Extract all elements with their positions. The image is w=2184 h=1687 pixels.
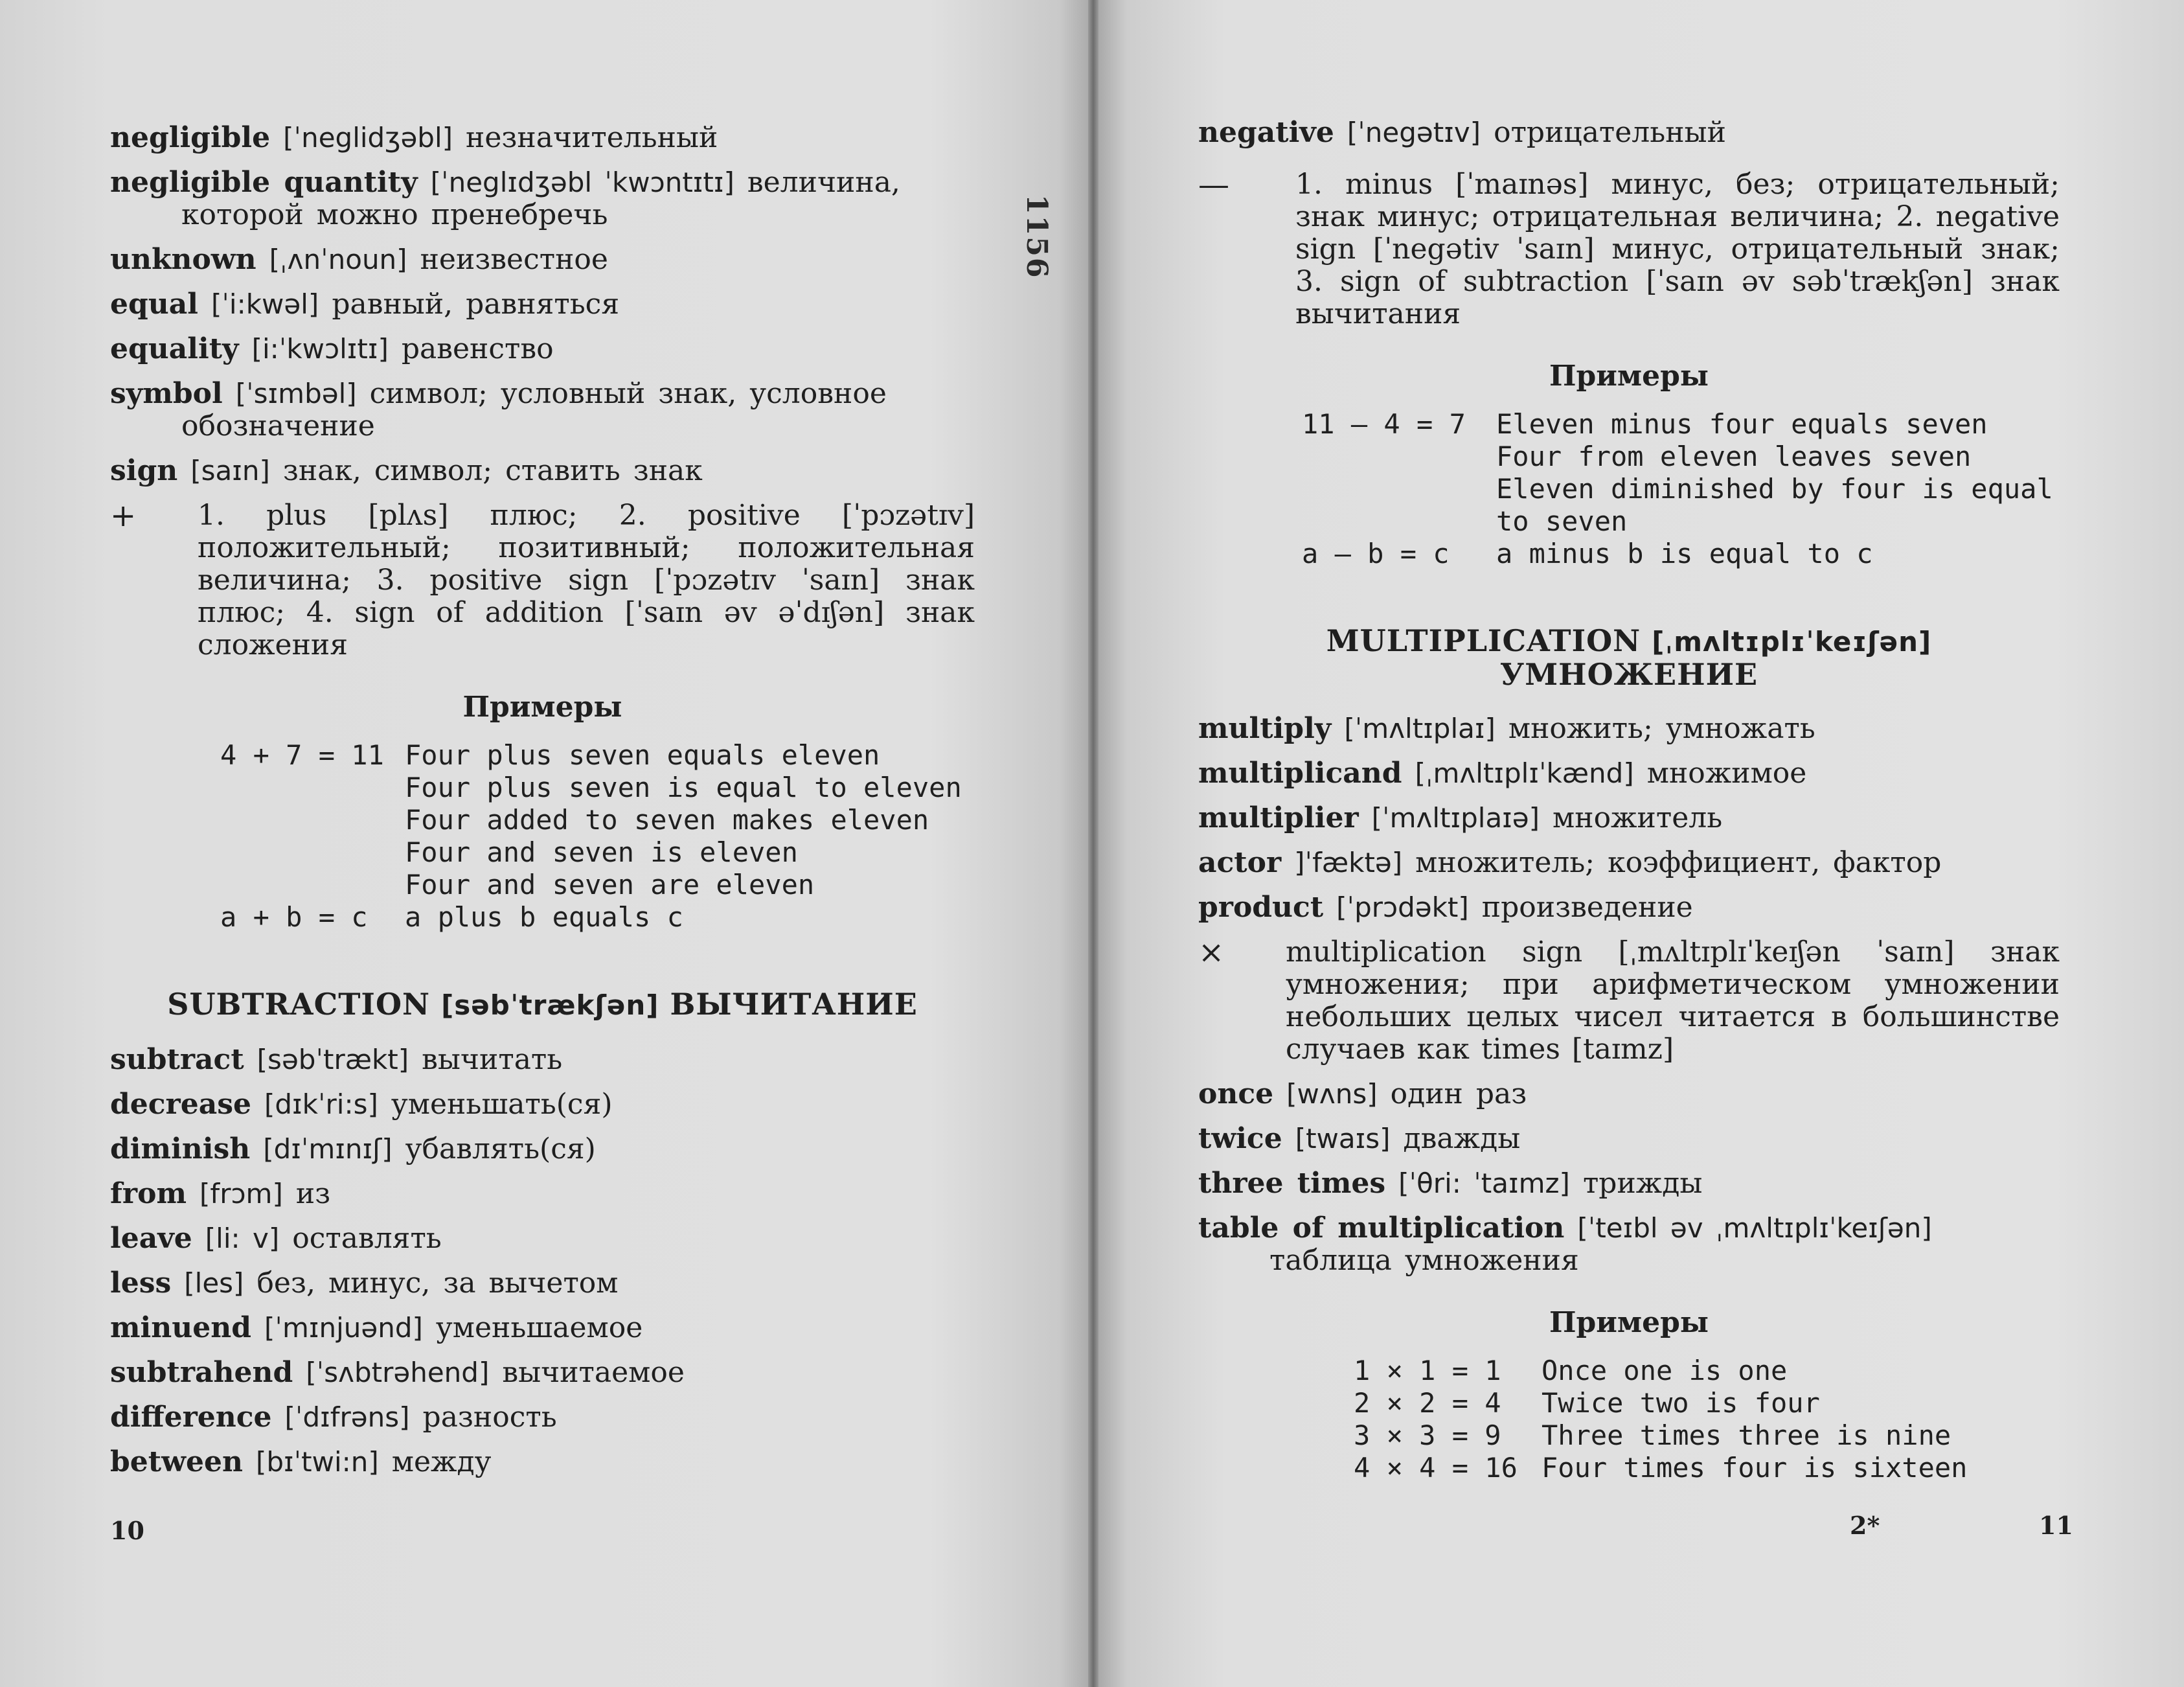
examples-title: Примеры xyxy=(462,691,622,724)
headword: negligible quantity xyxy=(110,166,418,199)
example-text: Four and seven are eleven xyxy=(405,869,815,901)
dictionary-entry xyxy=(110,455,975,487)
translation: уменьшаемое xyxy=(435,1311,643,1344)
headword: between xyxy=(110,1445,243,1478)
dictionary-entry xyxy=(1198,891,2060,924)
section-heading-ipa: [səbˈtrækʃən] xyxy=(441,989,659,1021)
example-text: Four and seven is eleven xyxy=(405,836,798,868)
transcription: [ˈnegətɪv] xyxy=(1347,117,1481,148)
dictionary-entry xyxy=(110,1133,975,1165)
headword: equality xyxy=(110,332,239,365)
example-formula: 2 × 2 = 4 xyxy=(1354,1387,1501,1419)
translation: неизвестное xyxy=(420,243,608,276)
example-formula: 4 × 4 = 16 xyxy=(1354,1452,1518,1484)
translation: трижды xyxy=(1582,1167,1703,1200)
transcription: [ˈdɪfrəns] xyxy=(284,1401,410,1433)
translation: множимое xyxy=(1646,757,1807,790)
dictionary-entry xyxy=(1198,757,2060,790)
page-number: 10 xyxy=(110,1516,144,1545)
transcription: [saɪn] xyxy=(190,455,270,487)
headword: subtract xyxy=(110,1043,244,1076)
multiplication-examples xyxy=(1354,1355,2060,1484)
signature-mark: 2* xyxy=(1850,1511,1880,1540)
translation: равный, равняться xyxy=(332,288,620,321)
dictionary-entry xyxy=(110,1357,975,1389)
headword: from xyxy=(110,1177,187,1210)
headword: symbol xyxy=(110,377,223,410)
transcription: [frɔm] xyxy=(199,1178,283,1210)
headword: difference xyxy=(110,1401,272,1434)
translation: множить; умножать xyxy=(1508,712,1815,745)
minus-definition: 1. minus [ˈmaɪnəs] минус, без; отрицательный; знак минус; отрицательная величина; 2. negative sign [ˈnegətiv ˈsaɪn] минус, отрицательный знак; 3. sign of subtraction [ˈsaɪn əv səbˈtrækʃən] знак вычитания xyxy=(1295,168,2060,330)
section-heading-ipa: [ˌmʌltɪplɪˈkeɪʃən] xyxy=(1652,626,1932,658)
translation: один раз xyxy=(1390,1077,1527,1110)
example-row xyxy=(220,836,975,869)
transcription: [ˈmɪnjuənd] xyxy=(264,1312,423,1344)
translation: без, минус, за вычетом xyxy=(256,1267,619,1300)
transcription: [ˈneglidʒəbl] xyxy=(283,122,453,154)
example-text: Three times three is nine xyxy=(1541,1419,1951,1451)
headword: diminish xyxy=(110,1132,251,1165)
dictionary-entry xyxy=(110,333,975,365)
example-row xyxy=(1302,441,2060,473)
transcription: [ˈmʌltɪplaɪə] xyxy=(1371,802,1540,834)
example-row xyxy=(1354,1419,2060,1452)
transcription: [les] xyxy=(184,1267,244,1299)
example-row xyxy=(220,804,975,836)
entry-list xyxy=(110,1044,975,1478)
transcription: ]ˈfæktə] xyxy=(1294,847,1403,878)
examples-title: Примеры xyxy=(1549,1306,1709,1339)
plus-symbol: + xyxy=(110,498,137,534)
example-formula: 3 × 3 = 9 xyxy=(1354,1419,1501,1451)
translation: убавлять(ся) xyxy=(405,1132,596,1165)
dictionary-entry xyxy=(110,1446,975,1478)
example-text: Twice two is four xyxy=(1541,1387,1820,1419)
transcription: [ˌʌnˈnoun] xyxy=(269,244,407,275)
dictionary-entry xyxy=(1198,1078,2060,1110)
translation: величина, которой можно пренебречь xyxy=(181,166,900,231)
example-text: Once one is one xyxy=(1541,1355,1788,1386)
transcription: [twaɪs] xyxy=(1295,1123,1391,1154)
headword: unknown xyxy=(110,243,256,276)
transcription: [wʌns] xyxy=(1286,1078,1378,1110)
transcription: [ˈprɔdəkt] xyxy=(1336,891,1469,923)
transcription: [ˈteɪbl əv ˌmʌltɪplɪˈkeɪʃən] xyxy=(1577,1212,1932,1244)
dictionary-entry xyxy=(1198,1212,2060,1277)
translation: произведение xyxy=(1481,891,1693,924)
subtraction-examples xyxy=(1302,408,2060,570)
transcription: [i:ˈkwɔlɪtɪ] xyxy=(251,333,389,365)
transcription: [ˈmʌltɪplaɪ] xyxy=(1344,713,1496,744)
transcription: [ˈi:kwəl] xyxy=(210,288,319,320)
dictionary-entry xyxy=(1198,802,2060,834)
dictionary-entry xyxy=(110,378,975,442)
translation: разность xyxy=(422,1401,557,1434)
transcription: [dɪkˈri:s] xyxy=(264,1088,378,1120)
translation: отрицательный xyxy=(1494,116,1726,149)
example-formula xyxy=(220,772,405,804)
section-heading-subtraction xyxy=(110,988,975,1022)
plus-definition: 1. plus [plʌs] плюс; 2. positive [ˈpɔzətɪv] положительный; позитивный; положительная величина; 3. positive sign [ˈpɔzətɪv ˈsaɪn] знак плюс; 4. sign of addition [ˈsaɪn əv əˈdɪʃən] знак сложения xyxy=(198,499,975,661)
example-formula: a — b = c xyxy=(1302,538,1450,569)
example-formula xyxy=(220,804,405,836)
dictionary-entry xyxy=(1198,847,2060,879)
example-row xyxy=(1354,1355,2060,1387)
dictionary-entry xyxy=(110,166,975,231)
translation: символ; условный знак, условное обозначение xyxy=(181,377,887,442)
headword: equal xyxy=(110,288,198,321)
times-symbol: × xyxy=(1198,934,1225,970)
example-text: a minus b is equal to c xyxy=(1496,538,1873,569)
example-text: a plus b equals c xyxy=(405,901,683,933)
headword: table of multiplication xyxy=(1198,1211,1565,1245)
headword: less xyxy=(110,1267,172,1300)
example-text: Four plus seven equals eleven xyxy=(405,739,880,771)
entry-list xyxy=(110,122,975,487)
example-formula xyxy=(220,836,405,869)
transcription: [ˌmʌltɪplɪˈkænd] xyxy=(1415,757,1634,789)
dictionary-entry xyxy=(110,1401,975,1434)
example-text: Four from eleven leaves seven xyxy=(1496,441,1972,472)
headword: minuend xyxy=(110,1311,252,1344)
example-formula: 11 — 4 = 7 xyxy=(1302,408,1466,440)
dictionary-entry xyxy=(110,244,975,276)
translation: уменьшать(ся) xyxy=(391,1088,613,1121)
plus-entry xyxy=(110,499,975,661)
translation: множитель; коэффициент, фактор xyxy=(1415,846,1942,879)
section-heading-ru: ВЫЧИТАНИЕ xyxy=(670,987,918,1022)
translation: равенство xyxy=(401,332,554,365)
section-heading-multiplication xyxy=(1198,625,2060,691)
translation: между xyxy=(391,1445,492,1478)
left-page-content xyxy=(110,122,975,1491)
dictionary-entry xyxy=(1198,1123,2060,1155)
transcription: [ˈsʌbtrəhend] xyxy=(306,1357,490,1388)
transcription: [li: v] xyxy=(205,1222,280,1254)
dictionary-entry xyxy=(110,1222,975,1255)
dictionary-entry xyxy=(1198,1167,2060,1200)
translation: множитель xyxy=(1553,801,1723,834)
example-row xyxy=(1354,1387,2060,1419)
headword: multiply xyxy=(1198,712,1332,745)
example-text: Four times four is sixteen xyxy=(1541,1452,1968,1484)
transcription: [ˈsɪmbəl] xyxy=(235,378,357,409)
headword: actor xyxy=(1198,846,1282,879)
example-text: Four added to seven makes eleven xyxy=(405,804,929,836)
example-row xyxy=(220,869,975,901)
headword: sign xyxy=(110,454,178,487)
dictionary-entry xyxy=(110,1178,975,1210)
headword: negligible xyxy=(110,121,271,154)
example-row xyxy=(1302,538,2060,570)
example-row xyxy=(1302,408,2060,441)
example-text: Eleven minus four equals seven xyxy=(1496,408,1988,440)
transcription: [dɪˈmɪnɪʃ] xyxy=(263,1133,392,1165)
page-number: 11 xyxy=(2039,1511,2073,1540)
example-text: Four plus seven is equal to eleven xyxy=(405,772,962,803)
headword: product xyxy=(1198,891,1324,924)
headword: multiplicand xyxy=(1198,757,1402,790)
dictionary-entry xyxy=(110,1044,975,1076)
translation: знак, символ; ставить знак xyxy=(282,454,703,487)
transcription: [ˈθri: ˈtaɪmz] xyxy=(1398,1167,1570,1199)
translation: таблица умножения xyxy=(1269,1244,1579,1277)
translation: незначительный xyxy=(466,121,718,154)
folio-stamp: 1156 xyxy=(1020,194,1053,279)
right-page-content xyxy=(1198,117,2060,1484)
example-formula: 1 × 1 = 1 xyxy=(1354,1355,1501,1386)
translation: оставлять xyxy=(292,1222,442,1255)
entry-list xyxy=(1198,713,2060,924)
example-text: Eleven diminished by four is equal to seven xyxy=(1496,473,2053,537)
dictionary-entry xyxy=(110,1312,975,1344)
dictionary-entry xyxy=(110,288,975,321)
example-formula: 4 + 7 = 11 xyxy=(220,739,384,771)
examples-title: Примеры xyxy=(1549,360,1709,393)
translation: вычитать xyxy=(422,1043,563,1076)
translation: из xyxy=(295,1177,331,1210)
times-entry xyxy=(1198,936,2060,1066)
headword: negative xyxy=(1198,116,1334,149)
headword: three times xyxy=(1198,1167,1386,1200)
addition-examples xyxy=(220,739,975,934)
dictionary-entry xyxy=(1198,713,2060,745)
entry-list xyxy=(1198,1078,2060,1277)
headword: decrease xyxy=(110,1088,252,1121)
transcription: [səbˈtrækt] xyxy=(256,1044,409,1075)
example-row xyxy=(220,772,975,804)
example-row xyxy=(220,739,975,772)
dictionary-entry xyxy=(110,122,975,154)
example-row xyxy=(1354,1452,2060,1484)
example-row xyxy=(220,901,975,934)
headword: subtrahend xyxy=(110,1356,293,1389)
translation: дважды xyxy=(1403,1122,1521,1155)
example-formula xyxy=(220,869,405,901)
times-definition: multiplication sign [ˌmʌltɪplɪˈkeɪʃən ˈsaɪn] знак умножения; при арифметическом умножении небольших целых чисел читается в большинстве случаев как times [taɪmz] xyxy=(1286,935,2060,1066)
example-row xyxy=(1302,473,2060,538)
headword: multiplier xyxy=(1198,801,1359,834)
example-formula xyxy=(1302,473,1496,538)
example-formula xyxy=(1302,441,1496,473)
dictionary-entry xyxy=(110,1088,975,1121)
book-spine xyxy=(1088,0,1098,1687)
headword: twice xyxy=(1198,1122,1282,1155)
minus-symbol: — xyxy=(1198,166,1229,203)
example-formula: a + b = c xyxy=(220,901,368,933)
section-heading-ru: УМНОЖЕНИЕ xyxy=(1499,657,1758,692)
section-heading-en: SUBTRACTION xyxy=(167,987,431,1022)
headword: once xyxy=(1198,1077,1274,1110)
section-heading-en: MULTIPLICATION xyxy=(1326,623,1641,658)
dictionary-entry xyxy=(110,1267,975,1300)
transcription: [ˈneglɪdʒəbl ˈkwɔntɪtɪ] xyxy=(430,166,734,198)
headword: leave xyxy=(110,1222,192,1255)
minus-entry xyxy=(1198,168,2060,330)
dictionary-entry xyxy=(1198,117,2060,149)
transcription: [bɪˈtwi:n] xyxy=(255,1446,379,1478)
translation: вычитаемое xyxy=(502,1356,685,1389)
